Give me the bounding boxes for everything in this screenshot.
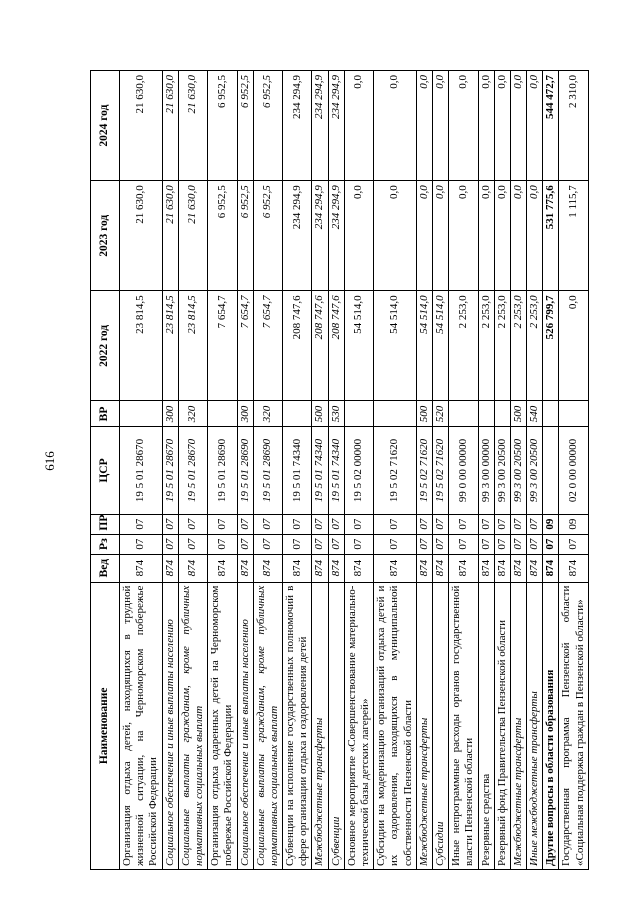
header-pr: ПР — [91, 514, 120, 534]
cell-2023: 0,0 — [510, 181, 526, 291]
cell-2024: 0,0 — [374, 71, 417, 181]
cell-2023: 0,0 — [494, 181, 510, 291]
header-ved: Вед — [91, 554, 120, 582]
header-2022: 2022 год — [91, 291, 120, 401]
cell-ved: 874 — [527, 554, 543, 582]
cell-csr: 19 5 01 28690 — [237, 427, 253, 514]
cell-2023: 21 630,0 — [178, 181, 207, 291]
cell-ved: 874 — [344, 554, 373, 582]
cell-pr: 07 — [283, 514, 312, 534]
cell-ved: 874 — [312, 554, 328, 582]
cell-ved: 874 — [283, 554, 312, 582]
cell-ved: 874 — [543, 554, 559, 582]
cell-csr: 19 5 01 28670 — [178, 427, 207, 514]
cell-csr: 99 3 00 20500 — [510, 427, 526, 514]
cell-2024: 0,0 — [478, 71, 494, 181]
cell-rz: 07 — [328, 534, 344, 554]
cell-pr: 07 — [312, 514, 328, 534]
cell-2024: 21 630,0 — [162, 71, 178, 181]
cell-rz: 07 — [312, 534, 328, 554]
cell-name: Субвенции — [328, 582, 344, 869]
table-row — [178, 71, 207, 870]
header-2024: 2024 год — [91, 71, 120, 181]
cell-rz: 07 — [478, 534, 494, 554]
cell-rz: 07 — [253, 534, 282, 554]
cell-vr — [494, 401, 510, 427]
cell-vr — [543, 401, 559, 427]
cell-pr: 07 — [432, 514, 448, 534]
cell-2023: 0,0 — [527, 181, 543, 291]
cell-2022: 208 747,6 — [283, 291, 312, 401]
cell-vr: 320 — [178, 401, 207, 427]
cell-2022: 7 654,7 — [237, 291, 253, 401]
table-header-row — [91, 71, 120, 870]
cell-pr: 07 — [237, 514, 253, 534]
cell-ved: 874 — [178, 554, 207, 582]
cell-rz: 07 — [510, 534, 526, 554]
cell-2024: 234 294,9 — [312, 71, 328, 181]
cell-pr: 09 — [559, 514, 588, 534]
cell-2022: 54 514,0 — [432, 291, 448, 401]
cell-csr: 19 5 01 28670 — [162, 427, 178, 514]
cell-pr: 07 — [449, 514, 478, 534]
cell-2024: 234 294,9 — [283, 71, 312, 181]
cell-pr: 07 — [344, 514, 373, 534]
cell-pr: 07 — [208, 514, 237, 534]
cell-ved: 874 — [208, 554, 237, 582]
cell-2022: 0,0 — [559, 291, 588, 401]
cell-ved: 874 — [449, 554, 478, 582]
cell-ved: 874 — [494, 554, 510, 582]
cell-name: Резервный фонд Правительства Пензенской области — [494, 582, 510, 869]
cell-rz: 07 — [374, 534, 417, 554]
cell-rz: 07 — [449, 534, 478, 554]
cell-2022: 2 253,0 — [510, 291, 526, 401]
cell-2024: 21 630,0 — [178, 71, 207, 181]
cell-rz: 07 — [527, 534, 543, 554]
cell-ved: 874 — [416, 554, 432, 582]
cell-csr: 02 0 00 00000 — [559, 427, 588, 514]
cell-pr: 07 — [494, 514, 510, 534]
cell-rz: 07 — [208, 534, 237, 554]
cell-pr: 09 — [543, 514, 559, 534]
cell-vr: 500 — [510, 401, 526, 427]
cell-2024: 0,0 — [510, 71, 526, 181]
cell-2023: 0,0 — [449, 181, 478, 291]
table-row — [328, 71, 344, 870]
header-name: Наименование — [91, 582, 120, 869]
cell-ved: 874 — [478, 554, 494, 582]
cell-name: Иные межбюджетные трансферты — [527, 582, 543, 869]
cell-vr — [120, 401, 163, 427]
cell-2023: 0,0 — [374, 181, 417, 291]
table-row — [312, 71, 328, 870]
cell-2024: 544 472,7 — [543, 71, 559, 181]
cell-vr: 320 — [253, 401, 282, 427]
table-row — [449, 71, 478, 870]
cell-2022: 208 747,6 — [312, 291, 328, 401]
cell-csr: 19 5 02 00000 — [344, 427, 373, 514]
cell-rz: 07 — [283, 534, 312, 554]
cell-2022: 7 654,7 — [208, 291, 237, 401]
table-row — [237, 71, 253, 870]
cell-csr: 19 5 01 74340 — [312, 427, 328, 514]
cell-vr: 530 — [328, 401, 344, 427]
cell-2022: 23 814,5 — [178, 291, 207, 401]
cell-2024: 6 952,5 — [253, 71, 282, 181]
cell-name: Субсидии — [432, 582, 448, 869]
cell-csr — [543, 427, 559, 514]
cell-pr: 07 — [162, 514, 178, 534]
cell-rz: 07 — [162, 534, 178, 554]
cell-csr: 99 3 00 00000 — [478, 427, 494, 514]
cell-vr — [283, 401, 312, 427]
cell-2022: 7 654,7 — [253, 291, 282, 401]
cell-vr — [478, 401, 494, 427]
cell-vr — [449, 401, 478, 427]
cell-rz: 07 — [237, 534, 253, 554]
cell-pr: 07 — [527, 514, 543, 534]
cell-2023: 0,0 — [478, 181, 494, 291]
cell-rz: 07 — [120, 534, 163, 554]
cell-ved: 874 — [237, 554, 253, 582]
table-row — [120, 71, 163, 870]
cell-2022: 2 253,0 — [527, 291, 543, 401]
cell-2023: 6 952,5 — [237, 181, 253, 291]
cell-2023: 234 294,9 — [328, 181, 344, 291]
cell-2023: 234 294,9 — [312, 181, 328, 291]
cell-name: Межбюджетные трансферты — [312, 582, 328, 869]
cell-ved: 874 — [162, 554, 178, 582]
cell-name: Субвенции на исполнение государственных полномочий в сфере организации отдыха и оздоровления детей — [283, 582, 312, 869]
cell-2024: 234 294,9 — [328, 71, 344, 181]
table-body — [120, 71, 589, 870]
cell-2022: 2 253,0 — [449, 291, 478, 401]
cell-2024: 21 630,0 — [120, 71, 163, 181]
table-row — [559, 71, 588, 870]
cell-2024: 0,0 — [432, 71, 448, 181]
cell-ved: 874 — [328, 554, 344, 582]
cell-csr: 19 5 01 28690 — [208, 427, 237, 514]
cell-rz: 07 — [543, 534, 559, 554]
table-row — [344, 71, 373, 870]
cell-2022: 208 747,6 — [328, 291, 344, 401]
cell-csr: 19 5 02 71620 — [416, 427, 432, 514]
cell-csr: 99 3 00 20500 — [494, 427, 510, 514]
cell-vr: 540 — [527, 401, 543, 427]
cell-pr: 07 — [178, 514, 207, 534]
cell-2024: 0,0 — [344, 71, 373, 181]
cell-csr: 99 3 00 20500 — [527, 427, 543, 514]
cell-name: Субсидии на модернизацию организаций отдыха детей и их оздоровления, находящихся в муниципальной собственности Пензенской области — [374, 582, 417, 869]
cell-vr: 500 — [416, 401, 432, 427]
cell-csr: 19 5 02 71620 — [374, 427, 417, 514]
cell-name: Социальное обеспечение и иные выплаты населению — [162, 582, 178, 869]
table-row — [374, 71, 417, 870]
cell-2023: 531 775,6 — [543, 181, 559, 291]
cell-csr: 99 0 00 00000 — [449, 427, 478, 514]
cell-name: Другие вопросы в области образования — [543, 582, 559, 869]
cell-2022: 2 253,0 — [494, 291, 510, 401]
table-row — [494, 71, 510, 870]
cell-2023: 0,0 — [416, 181, 432, 291]
header-vr: ВР — [91, 401, 120, 427]
cell-2023: 21 630,0 — [162, 181, 178, 291]
cell-pr: 07 — [510, 514, 526, 534]
cell-2024: 0,0 — [494, 71, 510, 181]
header-rz: Рз — [91, 534, 120, 554]
cell-pr: 07 — [253, 514, 282, 534]
cell-2024: 0,0 — [449, 71, 478, 181]
page-number: 616 — [42, 451, 57, 471]
cell-rz: 07 — [344, 534, 373, 554]
cell-2024: 0,0 — [527, 71, 543, 181]
table-row — [162, 71, 178, 870]
table-row — [543, 71, 559, 870]
cell-vr — [344, 401, 373, 427]
cell-2024: 6 952,5 — [208, 71, 237, 181]
cell-ved: 874 — [374, 554, 417, 582]
cell-2023: 234 294,9 — [283, 181, 312, 291]
cell-name: Государственная программа Пензенской области «Социальная поддержка граждан в Пензенской области» — [559, 582, 588, 869]
cell-2024: 2 310,0 — [559, 71, 588, 181]
cell-2023: 6 952,5 — [253, 181, 282, 291]
table-row — [527, 71, 543, 870]
budget-table — [90, 70, 589, 870]
cell-vr — [559, 401, 588, 427]
cell-name: Межбюджетные трансферты — [416, 582, 432, 869]
cell-vr: 300 — [237, 401, 253, 427]
cell-ved: 874 — [432, 554, 448, 582]
cell-rz: 07 — [178, 534, 207, 554]
rotated-table-wrapper — [90, 70, 586, 870]
table-row — [416, 71, 432, 870]
cell-ved: 874 — [120, 554, 163, 582]
cell-name: Организация отдыха одаренных детей на Черноморском побережье Российской Федерации — [208, 582, 237, 869]
cell-rz: 07 — [559, 534, 588, 554]
cell-vr: 520 — [432, 401, 448, 427]
cell-2022: 54 514,0 — [416, 291, 432, 401]
cell-name: Социальные выплаты гражданам, кроме публичных нормативных социальных выплат — [253, 582, 282, 869]
cell-pr: 07 — [328, 514, 344, 534]
cell-ved: 874 — [253, 554, 282, 582]
cell-name: Иные непрограммные расходы органов государственной власти Пензенской области — [449, 582, 478, 869]
cell-2023: 21 630,0 — [120, 181, 163, 291]
cell-pr: 07 — [416, 514, 432, 534]
cell-name: Основное мероприятие «Совершенствование материально-технической базы детских лагерей» — [344, 582, 373, 869]
cell-2022: 54 514,0 — [374, 291, 417, 401]
table-row — [253, 71, 282, 870]
cell-2024: 6 952,5 — [237, 71, 253, 181]
table-row — [432, 71, 448, 870]
header-2023: 2023 год — [91, 181, 120, 291]
cell-csr: 19 5 01 74340 — [328, 427, 344, 514]
cell-2024: 0,0 — [416, 71, 432, 181]
cell-pr: 07 — [374, 514, 417, 534]
cell-2023: 0,0 — [344, 181, 373, 291]
cell-pr: 07 — [120, 514, 163, 534]
cell-pr: 07 — [478, 514, 494, 534]
cell-vr: 300 — [162, 401, 178, 427]
cell-2022: 54 514,0 — [344, 291, 373, 401]
cell-2022: 2 253,0 — [478, 291, 494, 401]
cell-2022: 23 814,5 — [120, 291, 163, 401]
cell-2023: 1 115,7 — [559, 181, 588, 291]
cell-rz: 07 — [432, 534, 448, 554]
cell-2023: 0,0 — [432, 181, 448, 291]
cell-2022: 526 799,7 — [543, 291, 559, 401]
header-csr: ЦСР — [91, 427, 120, 514]
cell-vr — [208, 401, 237, 427]
cell-2023: 6 952,5 — [208, 181, 237, 291]
cell-ved: 874 — [510, 554, 526, 582]
cell-rz: 07 — [416, 534, 432, 554]
cell-name: Резервные средства — [478, 582, 494, 869]
cell-csr: 19 5 01 28670 — [120, 427, 163, 514]
cell-vr — [374, 401, 417, 427]
cell-name: Социальные выплаты гражданам, кроме публичных нормативных социальных выплат — [178, 582, 207, 869]
cell-2022: 23 814,5 — [162, 291, 178, 401]
cell-name: Организация отдыха детей, находящихся в трудной жизненной ситуации, на Черноморском побережье Российской Федерации — [120, 582, 163, 869]
cell-csr: 19 5 02 71620 — [432, 427, 448, 514]
table-row — [208, 71, 237, 870]
table-row — [478, 71, 494, 870]
table-row — [510, 71, 526, 870]
cell-csr: 19 5 01 28690 — [253, 427, 282, 514]
cell-ved: 874 — [559, 554, 588, 582]
cell-rz: 07 — [494, 534, 510, 554]
cell-name: Социальное обеспечение и иные выплаты населению — [237, 582, 253, 869]
cell-vr: 500 — [312, 401, 328, 427]
cell-name: Межбюджетные трансферты — [510, 582, 526, 869]
table-row — [283, 71, 312, 870]
cell-csr: 19 5 01 74340 — [283, 427, 312, 514]
